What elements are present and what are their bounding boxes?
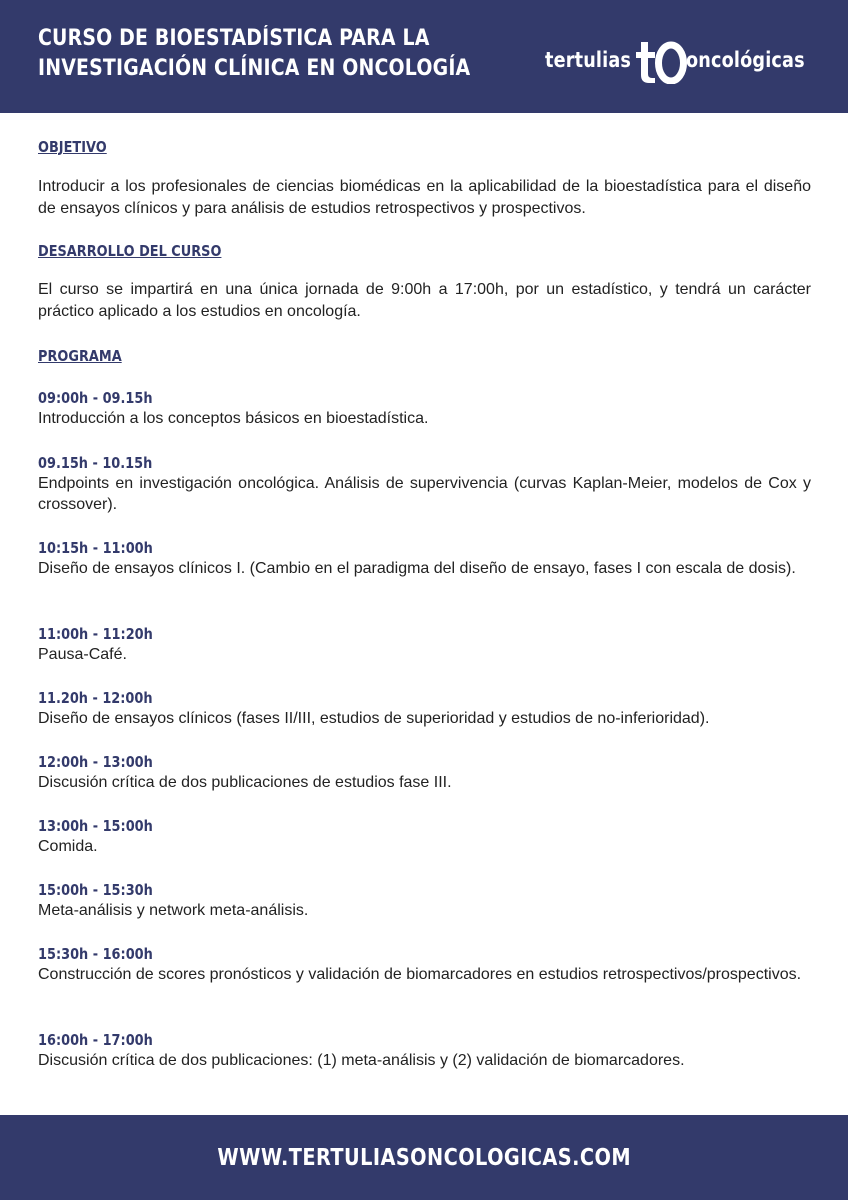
to-monogram-icon xyxy=(629,38,687,84)
schedule-time: 09.15h - 10.15h xyxy=(38,454,153,472)
schedule-description: Discusión crítica de dos publicaciones de estudios fase III. xyxy=(38,774,452,791)
schedule-item xyxy=(38,454,811,515)
website-url xyxy=(0,1145,848,1171)
schedule-time: 09:00h - 09.15h xyxy=(38,389,153,407)
schedule-item xyxy=(38,389,811,429)
schedule-description: Introducción a los conceptos básicos en bioestadística. xyxy=(38,410,429,427)
schedule-time: 10:15h - 11:00h xyxy=(38,539,153,557)
schedule-description: Pausa-Café. xyxy=(38,646,127,663)
schedule-item xyxy=(38,539,811,579)
course-title xyxy=(38,24,471,84)
schedule-time: 12:00h - 13:00h xyxy=(38,753,153,771)
schedule-time: 11:00h - 11:20h xyxy=(38,625,153,643)
schedule-item xyxy=(38,753,811,793)
schedule-description: Construcción de scores pronósticos y validación de biomarcadores en estudios retrospectivos/prospectivos. xyxy=(38,966,802,983)
schedule-description: Diseño de ensayos clínicos I. (Cambio en el paradigma del diseño de ensayo, fases I con escala de dosis). xyxy=(38,560,796,577)
logo-word-tertulias: tertulias xyxy=(545,48,632,72)
schedule-description: Meta-análisis y network meta-análisis. xyxy=(38,902,309,919)
course-title-line-2: INVESTIGACIÓN CLÍNICA EN ONCOLOGÍA xyxy=(38,56,471,81)
schedule-item xyxy=(38,689,811,729)
desarrollo-text: El curso se impartirá en una única jornada de 9:00h a 17:00h, por un estadístico, y tendrá un carácter práctico aplicado a los estudios en oncología. xyxy=(38,281,811,320)
schedule-item xyxy=(38,625,811,665)
schedule-item xyxy=(38,881,811,921)
programa-heading: PROGRAMA xyxy=(38,347,122,365)
tertulias-oncologicas-logo xyxy=(543,38,813,84)
schedule-item xyxy=(38,1031,811,1071)
schedule-time: 11.20h - 12:00h xyxy=(38,689,153,707)
page-footer xyxy=(0,1115,848,1200)
schedule-time: 13:00h - 15:00h xyxy=(38,817,153,835)
schedule-time: 16:00h - 17:00h xyxy=(38,1031,153,1049)
page-header xyxy=(0,0,848,113)
objetivo-text: Introducir a los profesionales de ciencias biomédicas en la aplicabilidad de la bioestadística para el diseño de ensayos clínicos y para análisis de estudios retrospectivos y prospectivos. xyxy=(38,178,811,217)
desarrollo-heading: DESARROLLO DEL CURSO xyxy=(38,242,222,260)
website-url-text: WWW.TERTULIASONCOLOGICAS.COM xyxy=(217,1145,631,1171)
course-title-line-1: CURSO DE BIOESTADÍSTICA PARA LA xyxy=(38,26,430,51)
schedule-description: Comida. xyxy=(38,838,98,855)
schedule-time: 15:00h - 15:30h xyxy=(38,881,153,899)
schedule-description: Diseño de ensayos clínicos (fases II/III, estudios de superioridad y estudios de no-inferioridad). xyxy=(38,710,710,727)
schedule-item xyxy=(38,945,811,985)
schedule-time: 15:30h - 16:00h xyxy=(38,945,153,963)
schedule-description: Discusión crítica de dos publicaciones: (1) meta-análisis y (2) validación de biomarcadores. xyxy=(38,1052,685,1069)
objetivo-heading: OBJETIVO xyxy=(38,138,107,156)
logo-word-oncologicas: oncológicas xyxy=(686,48,805,72)
schedule-item xyxy=(38,817,811,857)
schedule-description: Endpoints en investigación oncológica. Análisis de supervivencia (curvas Kaplan-Meier, modelos de Cox y crossover). xyxy=(38,475,811,513)
